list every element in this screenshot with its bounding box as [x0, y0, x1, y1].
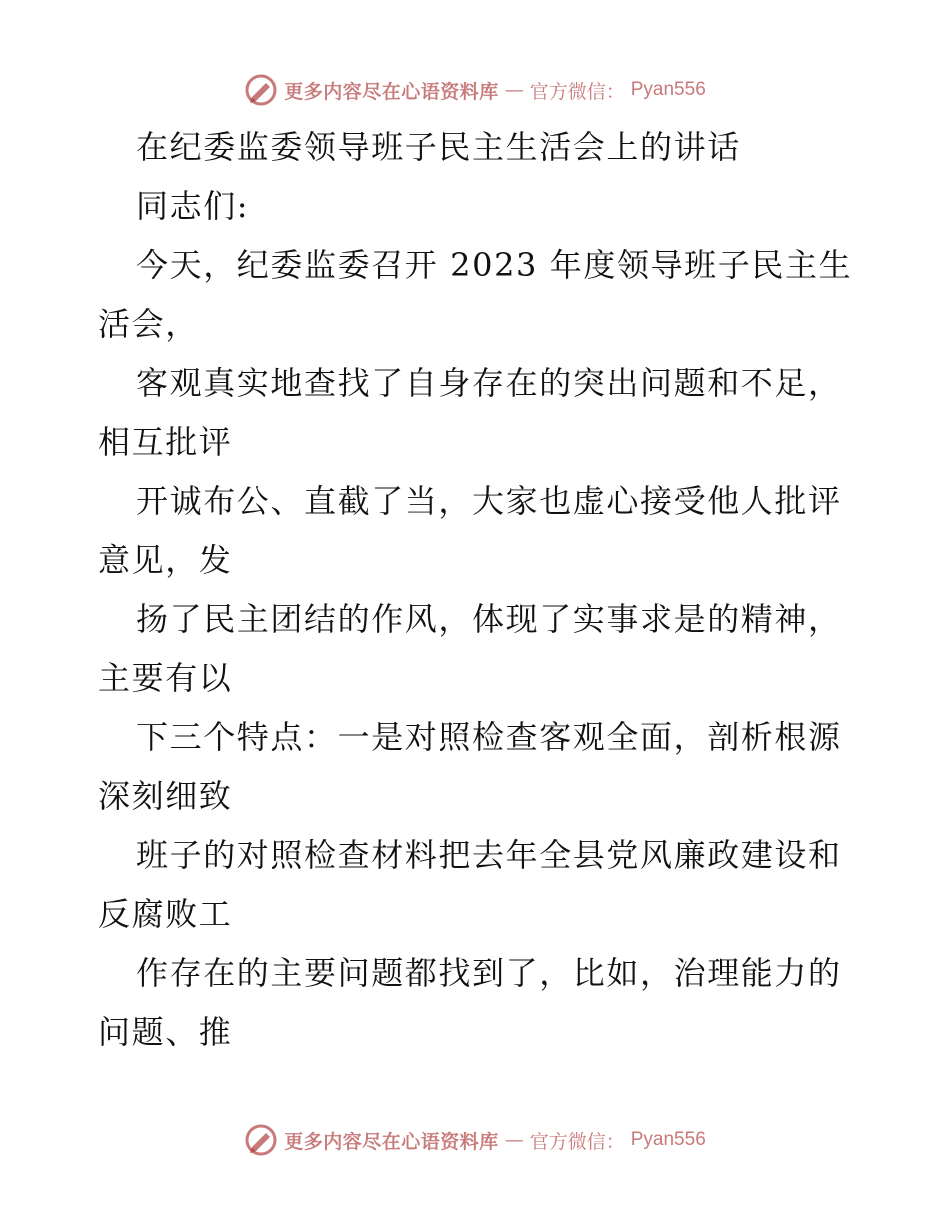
document-salutation: 同志们:	[136, 187, 250, 225]
paragraph-4-continuation: 主要有以	[98, 659, 233, 697]
paragraph-1-first-line: 今天，纪委监委召开 2023 年度领导班子民主生	[136, 246, 853, 284]
paragraph-6-first-line: 班子的对照检查材料把去年全县党风廉政建设和	[136, 836, 842, 874]
paragraph-7-continuation: 问题、推	[98, 1013, 233, 1051]
document-body	[98, 118, 858, 1062]
watermark-handle: Pyan556	[630, 79, 706, 100]
paragraph-6-continuation: 反腐败工	[98, 895, 233, 933]
watermark-sub-text: 官方微信：	[529, 1130, 625, 1153]
paragraph-5-continuation: 深刻细致	[98, 777, 233, 815]
paragraph-3-continuation: 意见，发	[98, 541, 233, 579]
watermark-sub-text: 官方微信：	[529, 80, 625, 103]
pen-logo-icon	[244, 1123, 278, 1157]
paragraph-1-continuation: 活会，	[98, 305, 199, 343]
paragraph-4-first-line: 扬了民主团结的作风，体现了实事求是的精神，	[136, 600, 842, 638]
watermark-main-text: 更多内容尽在心语资料库	[284, 1130, 499, 1153]
footer-watermark	[0, 1120, 950, 1160]
pen-logo-icon	[244, 73, 278, 107]
watermark-main-text: 更多内容尽在心语资料库	[284, 80, 499, 103]
paragraph-5-first-line: 下三个特点：一是对照检查客观全面，剖析根源	[136, 718, 842, 756]
paragraph-3-first-line: 开诚布公、直截了当，大家也虚心接受他人批评	[136, 482, 842, 520]
watermark-separator: —	[504, 1129, 524, 1151]
header-watermark	[0, 70, 950, 110]
watermark-handle: Pyan556	[630, 1129, 706, 1150]
document-title: 在纪委监委领导班子民主生活会上的讲话	[136, 128, 741, 166]
paragraph-7-first-line: 作存在的主要问题都找到了，比如，治理能力的	[136, 954, 842, 992]
watermark-separator: —	[504, 79, 524, 101]
paragraph-2-continuation: 相互批评	[98, 423, 233, 461]
paragraph-2-first-line: 客观真实地查找了自身存在的突出问题和不足，	[136, 364, 842, 402]
